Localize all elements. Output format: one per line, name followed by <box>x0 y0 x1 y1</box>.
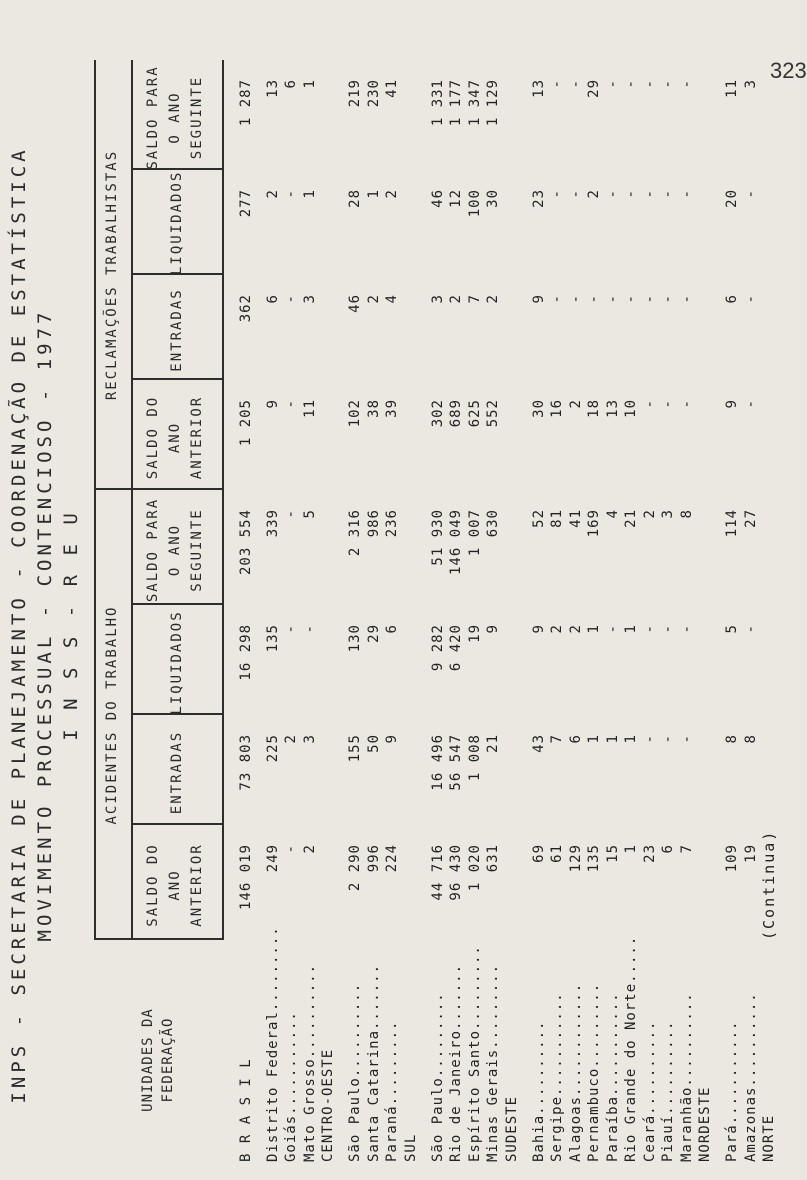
column-header-5 <box>142 385 208 490</box>
table-cell: 4 <box>604 509 621 519</box>
table-row <box>743 60 761 1180</box>
table-cell: 100 <box>466 189 483 218</box>
column-divider <box>131 273 222 275</box>
table-row <box>761 60 779 1180</box>
table-row <box>403 60 421 1180</box>
table-cell: 2 <box>384 189 400 199</box>
table-cell: 230 <box>365 79 382 108</box>
table-cell: - <box>742 294 759 304</box>
table-cell: 96 430 <box>448 844 464 901</box>
table-cell: - <box>567 79 584 89</box>
row-label: SUDESTE <box>503 1095 520 1162</box>
row-label: São Paulo......... <box>429 992 446 1162</box>
stub-header-line-2: FEDERAÇÃO <box>160 1017 176 1103</box>
table-cell: 3 <box>742 79 759 89</box>
table-cell: 41 <box>384 79 400 98</box>
column-header-3 <box>166 610 188 715</box>
table-cell: 2 <box>567 399 584 409</box>
row-label: Rio Grande do Norte..... <box>623 935 639 1162</box>
table-cell: 27 <box>742 509 759 528</box>
table-cell: 1 287 <box>238 79 254 127</box>
table-cell: 52 <box>530 509 547 528</box>
continued-note: (Continua) <box>760 829 778 940</box>
table-row <box>384 60 402 1180</box>
table-row <box>549 60 567 1180</box>
table-cell: - <box>742 399 759 409</box>
table-cell: 689 <box>448 399 464 428</box>
table-cell: 4 <box>384 294 400 304</box>
table-cell: 6 <box>283 79 299 89</box>
table-cell: 1 <box>301 79 318 89</box>
table-row <box>366 60 384 1180</box>
row-label: NORDESTE <box>697 1086 713 1162</box>
table-cell: 203 554 <box>238 509 254 576</box>
table-row <box>642 60 660 1180</box>
table-cell: 51 930 <box>429 509 446 566</box>
table-cell: 2 <box>641 509 658 519</box>
table-cell: 6 <box>384 624 400 634</box>
column-header-text: O ANO <box>167 91 183 144</box>
table-cell: 9 <box>384 734 400 744</box>
table-cell: 1 <box>586 734 602 744</box>
table-cell: - <box>742 624 759 634</box>
table-cell: 625 <box>466 399 483 428</box>
column-divider <box>131 378 222 380</box>
table-cell: 1 <box>623 844 639 854</box>
table-cell: 5 <box>301 509 318 519</box>
column-header-6 <box>166 280 188 380</box>
table-cell: 2 <box>283 734 299 744</box>
table-cell: 1 007 <box>466 509 483 557</box>
table-cell: 2 290 <box>347 844 363 892</box>
row-label: Alagoas............ <box>567 982 584 1162</box>
table-cell: - <box>301 624 318 634</box>
column-header-text: ENTRADAS <box>169 288 185 372</box>
table-cell: 1 <box>586 624 602 634</box>
table-cell: 5 <box>724 624 740 634</box>
table-cell: 339 <box>264 509 281 538</box>
table-cell: - <box>283 399 299 409</box>
row-label: Santa Catarina....... <box>365 963 382 1162</box>
table-cell: - <box>623 79 639 89</box>
table-row <box>347 60 365 1180</box>
row-label: Bahia.......... <box>530 1020 547 1162</box>
table-row <box>531 60 549 1180</box>
column-header-text: SALDO DO <box>145 395 161 480</box>
table-cell: 73 803 <box>238 734 254 791</box>
table-row <box>485 60 503 1180</box>
table-top-rule <box>94 60 96 940</box>
table-cell: - <box>604 294 621 304</box>
table-cell: - <box>660 734 676 744</box>
table-cell: - <box>586 294 602 304</box>
table-cell: 6 420 <box>448 624 464 672</box>
table-cell: 146 019 <box>238 844 254 911</box>
stub-header-line-1: UNIDADES DA <box>140 1008 156 1112</box>
table-cell: 1 008 <box>466 734 483 782</box>
row-label: Mato Grosso.......... <box>301 963 318 1162</box>
group-labor-claims: RECLAMAÇÕES TRABALHISTAS <box>104 149 120 401</box>
table-cell: 21 <box>623 509 639 528</box>
table-cell: 630 <box>485 509 501 538</box>
column-divider <box>131 168 222 170</box>
table-cell: - <box>660 399 676 409</box>
table-cell: - <box>660 294 676 304</box>
table-cell: 2 316 <box>347 509 363 557</box>
table-cell: 224 <box>384 844 400 873</box>
table-cell: 9 <box>724 399 740 409</box>
table-cell: 135 <box>586 844 602 873</box>
table-row <box>586 60 604 1180</box>
column-header-1 <box>142 830 208 940</box>
table-cell: 46 <box>347 294 363 313</box>
table-row <box>430 60 448 1180</box>
table-cell: 50 <box>365 734 382 753</box>
table-cell: 1 177 <box>448 79 464 127</box>
table-row <box>238 60 256 1180</box>
table-cell: 39 <box>384 399 400 418</box>
column-header-text: ENTRADAS <box>169 730 185 815</box>
column-header-text: LIQUIDADOS <box>169 610 185 715</box>
row-label: Paraná......... <box>384 1020 400 1162</box>
table-cell: - <box>604 624 621 634</box>
table-cell: 23 <box>530 189 547 208</box>
table-cell: 9 <box>530 624 547 634</box>
table-row <box>679 60 697 1180</box>
table-cell: - <box>283 189 299 199</box>
header-line-1: INPS - SECRETARIA DE PLANEJAMENTO - COORDENAÇÃO DE ESTATÍSTICA <box>8 146 30 1104</box>
table-cell: 11 <box>724 79 740 98</box>
table-row <box>623 60 641 1180</box>
column-header-text: SEGUINTE <box>189 508 205 592</box>
table-cell: 9 <box>530 294 547 304</box>
table-cell: 43 <box>530 734 547 753</box>
table-cell: 16 298 <box>238 624 254 681</box>
table-cell: 1 <box>301 189 318 199</box>
column-header-text: O ANO <box>167 523 183 577</box>
column-header-text: LIQUIDADOS <box>169 170 185 275</box>
table-cell: 44 716 <box>429 844 446 901</box>
table-cell: - <box>604 189 621 199</box>
header-line-3: I N S S - R E U <box>60 509 82 741</box>
row-label: Minas Gerais......... <box>485 963 501 1162</box>
table-cell: 129 <box>567 844 584 873</box>
table-cell: 20 <box>724 189 740 208</box>
table-cell: 1 205 <box>238 399 254 447</box>
table-cell: 249 <box>264 844 281 873</box>
table-cell: 225 <box>264 734 281 763</box>
table-cell: - <box>641 399 658 409</box>
row-label: Maranhão.......... <box>678 992 695 1162</box>
table-cell: 13 <box>604 399 621 418</box>
table-cell: 102 <box>347 399 363 428</box>
table-cell: - <box>623 294 639 304</box>
table-cell: 38 <box>365 399 382 418</box>
column-header-text: ANO <box>167 421 183 454</box>
table-cell: 8 <box>742 734 759 744</box>
table-cell: 19 <box>742 844 759 863</box>
table-cell: - <box>678 294 695 304</box>
table-cell: 2 <box>549 624 565 634</box>
table-row <box>302 60 320 1180</box>
table-cell: 15 <box>604 844 621 863</box>
table-cell: 16 <box>549 399 565 418</box>
table-cell: 21 <box>485 734 501 753</box>
table-cell: 6 <box>660 844 676 854</box>
table-cell: 16 496 <box>429 734 446 791</box>
row-label: CENTRO-OESTE <box>320 1048 336 1162</box>
table-row <box>605 60 623 1180</box>
table-cell: 552 <box>485 399 501 428</box>
table-cell: - <box>567 189 584 199</box>
table-cell: - <box>283 294 299 304</box>
column-header-text: SALDO PARA <box>145 65 161 170</box>
column-header-8 <box>142 65 208 170</box>
column-header-text: ANO <box>167 869 183 901</box>
table-cell: - <box>742 189 759 199</box>
table-cell: 146 049 <box>448 509 464 576</box>
table-cell: - <box>641 189 658 199</box>
table-cell: 56 547 <box>448 734 464 791</box>
group-accidents: ACIDENTES DO TRABALHO <box>104 605 120 825</box>
table-cell: 13 <box>530 79 547 98</box>
table-cell: 28 <box>347 189 363 208</box>
table-cell: 18 <box>586 399 602 418</box>
row-label: Pará........... <box>724 1020 740 1162</box>
table-cell: 631 <box>485 844 501 873</box>
table-cell: 1 129 <box>485 79 501 127</box>
table-cell: 1 020 <box>466 844 483 892</box>
table-cell: - <box>678 79 695 89</box>
table-cell: 7 <box>549 734 565 744</box>
table-cell: 114 <box>724 509 740 538</box>
page-number: 323 <box>770 58 807 83</box>
table-row <box>320 60 338 1180</box>
table-row <box>467 60 485 1180</box>
group-header-rule <box>131 60 133 940</box>
table-cell: 219 <box>347 79 363 108</box>
table-cell: - <box>660 624 676 634</box>
row-label: Amazonas.......... <box>742 992 759 1162</box>
column-divider <box>131 603 222 605</box>
table-row <box>568 60 586 1180</box>
row-label: Ceará.......... <box>641 1020 658 1162</box>
table-cell: 302 <box>429 399 446 428</box>
table-cell: - <box>283 509 299 519</box>
column-divider <box>131 713 222 715</box>
table-cell: 2 <box>485 294 501 304</box>
column-header-text: SEGUINTE <box>189 75 205 160</box>
column-header-text: ANTERIOR <box>189 843 205 927</box>
table-cell: 1 <box>623 624 639 634</box>
table-cell: 3 <box>660 509 676 519</box>
table-cell: 1 331 <box>429 79 446 127</box>
table-cell: - <box>549 79 565 89</box>
table-cell: 30 <box>530 399 547 418</box>
table-cell: 41 <box>567 509 584 528</box>
table-cell: 1 <box>604 734 621 744</box>
table-cell: 155 <box>347 734 363 763</box>
table-cell: 23 <box>641 844 658 863</box>
row-label: Paraíba........... <box>604 992 621 1162</box>
table-cell: - <box>641 734 658 744</box>
table-cell: 10 <box>623 399 639 418</box>
table-cell: 130 <box>347 624 363 653</box>
table-cell: 46 <box>429 189 446 208</box>
table-cell: 29 <box>586 79 602 98</box>
table-cell: 6 <box>724 294 740 304</box>
table-cell: 1 <box>623 734 639 744</box>
table-cell: - <box>567 294 584 304</box>
column-header-4 <box>142 495 208 605</box>
table-cell: 109 <box>724 844 740 873</box>
table-cell: - <box>549 189 565 199</box>
table-cell: - <box>678 734 695 744</box>
table-cell: - <box>549 294 565 304</box>
table-cell: 3 <box>301 734 318 744</box>
row-label: B R A S I L <box>238 1058 254 1162</box>
table-cell: 996 <box>365 844 382 873</box>
table-cell: - <box>678 189 695 199</box>
row-label: Espírito Santo......... <box>466 945 483 1162</box>
table-cell: 9 282 <box>429 624 446 672</box>
row-label: Distrito Federal......... <box>264 926 281 1162</box>
table-cell: 3 <box>429 294 446 304</box>
table-cell: 7 <box>466 294 483 304</box>
table-cell: - <box>641 624 658 634</box>
table-cell: 2 <box>365 294 382 304</box>
table-cell: 6 <box>567 734 584 744</box>
table-cell: 1 347 <box>466 79 483 127</box>
table-cell: 30 <box>485 189 501 208</box>
table-cell: 3 <box>301 294 318 304</box>
table-cell: 29 <box>365 624 382 643</box>
row-label: SUL <box>402 1133 419 1162</box>
row-label: Goiás........... <box>283 1011 299 1162</box>
table-cell: 19 <box>466 624 483 643</box>
table-cell: 2 <box>301 844 318 854</box>
column-header-text: SALDO DO <box>145 843 161 927</box>
table-row <box>283 60 301 1180</box>
table-cell: - <box>623 189 639 199</box>
table-cell: 8 <box>678 509 695 519</box>
table-cell: 277 <box>238 189 254 218</box>
table-cell: 2 <box>448 294 464 304</box>
table-cell: 2 <box>567 624 584 634</box>
table-cell: 9 <box>264 399 281 409</box>
table-cell: 6 <box>264 294 281 304</box>
table-cell: 9 <box>485 624 501 634</box>
table-cell: 11 <box>301 399 318 418</box>
table-cell: - <box>283 624 299 634</box>
table-row <box>697 60 715 1180</box>
table-cell: 135 <box>264 624 281 653</box>
table-cell: - <box>641 79 658 89</box>
table-cell: 61 <box>549 844 565 863</box>
column-header-2 <box>166 720 188 825</box>
table-cell: 169 <box>586 509 602 538</box>
row-label: São Paulo.......... <box>347 982 363 1162</box>
table-cell: 8 <box>724 734 740 744</box>
table-cell: - <box>660 79 676 89</box>
table-cell: 69 <box>530 844 547 863</box>
table-cell: 12 <box>448 189 464 208</box>
table-cell: 1 <box>365 189 382 199</box>
row-label: Pernambuco......... <box>586 982 602 1162</box>
row-label: NORTE <box>761 1114 777 1162</box>
table-cell: 236 <box>384 509 400 538</box>
table-cell: 81 <box>549 509 565 528</box>
table-cell: 2 <box>586 189 602 199</box>
table-cell: - <box>678 399 695 409</box>
column-divider <box>131 823 222 825</box>
table-cell: - <box>660 189 676 199</box>
column-header-rule <box>222 60 224 940</box>
table-cell: 2 <box>264 189 281 199</box>
table-cell: - <box>678 624 695 634</box>
column-header-text: SALDO PARA <box>145 497 161 603</box>
header-line-2: MOVIMENTO PROCESSUAL - CONTENCIOSO - 1977 <box>34 308 56 942</box>
table-cell: 7 <box>678 844 695 854</box>
row-label: Sergipe........... <box>549 992 565 1162</box>
table-cell: 362 <box>238 294 254 323</box>
table-cell: - <box>641 294 658 304</box>
table-row <box>265 60 283 1180</box>
column-header-text: ANTERIOR <box>189 395 205 480</box>
row-label: Piauí.......... <box>660 1020 676 1162</box>
table-cell: - <box>604 79 621 89</box>
column-header-7 <box>166 170 188 275</box>
table-cell: 13 <box>264 79 281 98</box>
table-cell: - <box>283 844 299 854</box>
table-cell: 986 <box>365 509 382 538</box>
table-row <box>448 60 466 1180</box>
row-label: Rio de Janeiro....... <box>448 963 464 1162</box>
table-row <box>724 60 742 1180</box>
table-row <box>504 60 522 1180</box>
table-row <box>660 60 678 1180</box>
